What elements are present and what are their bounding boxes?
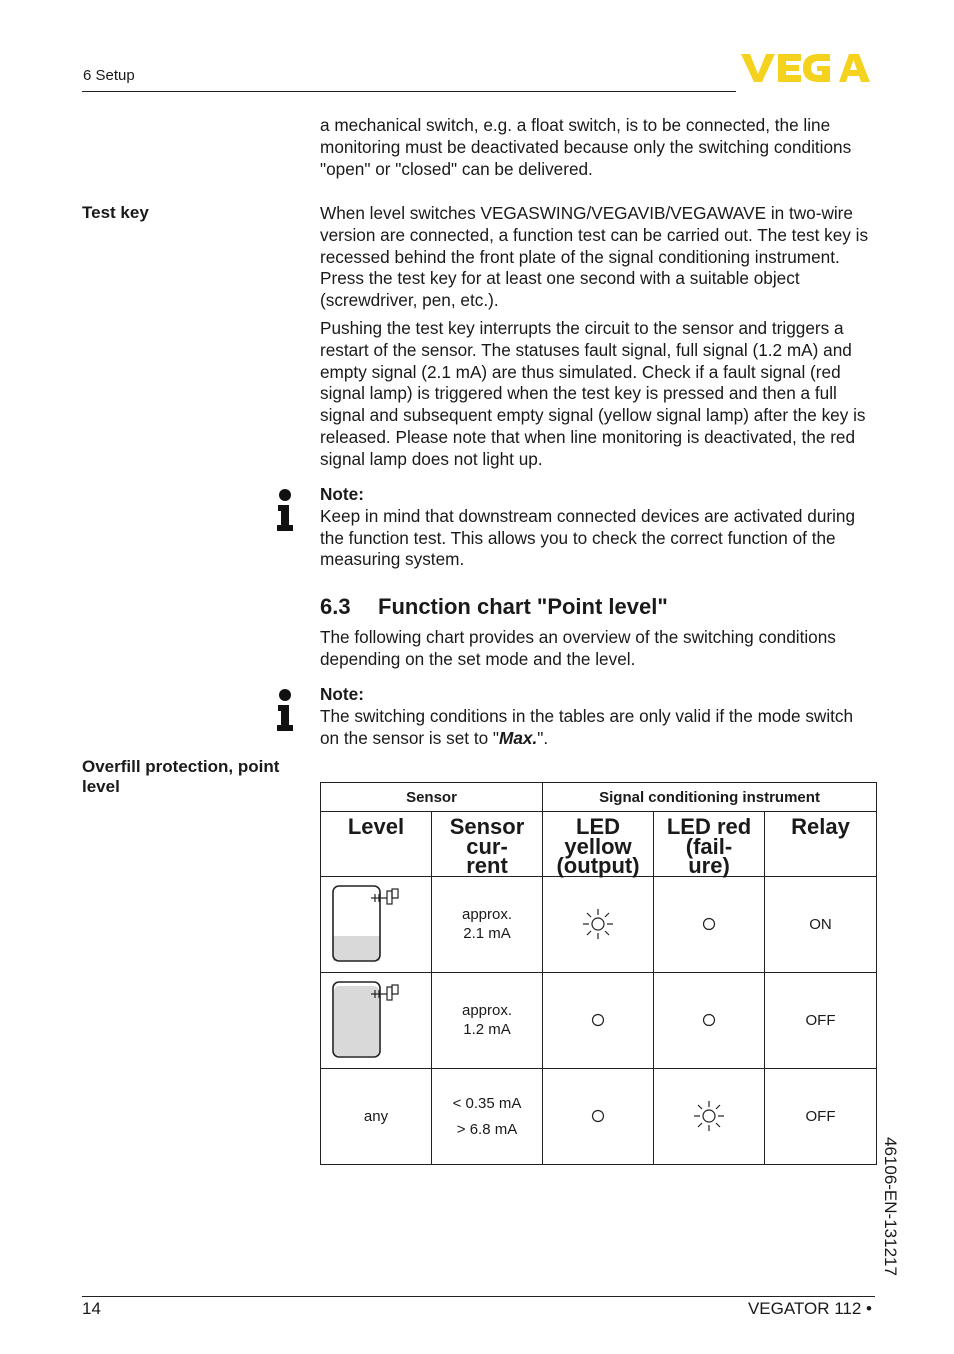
led-yellow-cell [543,972,654,1068]
col-header-sensor-current: Sensor cur- rent [432,812,543,877]
lamp-on-icon [692,1099,726,1133]
col-header-led-red: LED red (fail- ure) [654,812,765,877]
page-number: 14 [82,1299,101,1318]
section-title: Function chart "Point level" [378,594,668,619]
led-red-cell [654,1068,765,1164]
lamp-off-icon [692,1003,726,1037]
product-name: VEGATOR 112 • [747,1299,872,1318]
lamp-off-icon [581,1003,615,1037]
note-2-title: Note: [320,684,364,704]
lamp-off-icon [692,907,726,941]
sensor-group-header: Sensor [321,783,543,812]
sensor-current-line-1: approx. [461,906,513,923]
led-yellow-cell [543,1068,654,1164]
table-column-header-row [321,812,877,877]
intro-paragraph: a mechanical switch, e.g. a float switch, is to be connected, the line monitoring must be deactivated because only the switching conditions "open" or "closed" can be delivered. [320,115,852,179]
table-group-header-row [321,783,877,812]
led-red-cell [654,876,765,972]
document-code: 46106-EN-131217 [881,1137,900,1276]
sensor-current-line-1: approx. [461,1002,513,1019]
lamp-off-icon [581,1099,615,1133]
test-key-label: Test key [82,203,149,222]
sensor-current-line-2: 2.1 mA [463,925,511,942]
high-level-vessel-icon [331,980,403,1060]
level-cell: any [321,1068,432,1164]
info-icon [274,689,296,731]
section-number: 6.3 [320,594,351,619]
test-key-paragraph-1: When level switches VEGASWING/VEGAVIB/VEGAWAVE in two-wire version are connected, a function test can be carried out. The test key is recessed behind the front plate of the signal conditioning instrument. Press the test key for at least one second with a suitable object (screwdriver, pen, etc.). [320,203,869,311]
test-key-paragraph-2: Pushing the test key interrupts the circuit to the sensor and triggers a restart of the sensor. The statuses fault signal, full signal (1.2 mA) and empty signal (2.1 mA) are thus simulated. Check if a fault signal (red signal lamp) is triggered when the test key is pressed and then a full signal and subsequent empty signal (yellow signal lamp) after the key is released. Please note that when line monitoring is deactivated, the red signal lamp does not light up. [320,317,866,469]
col-header-relay: Relay [765,812,877,877]
section-heading [320,594,668,620]
note-2-text-end: ". [537,727,549,748]
col-header-led-yellow: LED yellow (output) [543,812,654,877]
test-key-text [320,203,876,471]
instrument-group-header: Signal conditioning instrument [543,783,877,812]
section-intro: The following chart provides an overview of the switching conditions depending on the set mode and the level. [320,627,836,669]
sensor-current-cell [432,1068,543,1164]
led-yellow-cell [543,876,654,972]
table-row [321,1068,877,1164]
note-2 [320,684,868,749]
note-1-text: Keep in mind that downstream connected devices are activated during the function test. This allows you to check the correct function of the measuring system. [320,505,856,570]
sensor-current-cell [432,972,543,1068]
level-cell [321,972,432,1068]
vega-logo [741,52,872,84]
header-rule [82,91,736,92]
note-1 [320,484,868,571]
col-header-level: Level [321,812,432,877]
overfill-protection-label: Overfill protection, point level [82,757,280,796]
led-red-cell [654,972,765,1068]
sensor-current-line-2: 1.2 mA [463,1021,511,1038]
note-1-title: Note: [320,484,364,504]
relay-cell: OFF [765,972,877,1068]
info-icon [274,489,296,531]
note-2-text [320,706,868,750]
low-level-vessel-icon [331,884,403,964]
footer-rule [82,1296,875,1297]
relay-cell: ON [765,876,877,972]
lamp-on-icon [581,907,615,941]
table-row [321,876,877,972]
note-2-emphasis: Max. [499,727,538,748]
table-row [321,972,877,1068]
sensor-current-line-1: < 0.35 mA [452,1094,522,1112]
sensor-current-line-2: > 6.8 mA [456,1120,518,1138]
note-2-text-start: The switching conditions in the tables are only valid if the mode switch on the sensor is set to " [320,705,854,748]
relay-cell: OFF [765,1068,877,1164]
level-cell [321,876,432,972]
sensor-current-cell [432,876,543,972]
header-section-title: 6 Setup [83,67,135,84]
function-chart-table [320,782,877,1165]
